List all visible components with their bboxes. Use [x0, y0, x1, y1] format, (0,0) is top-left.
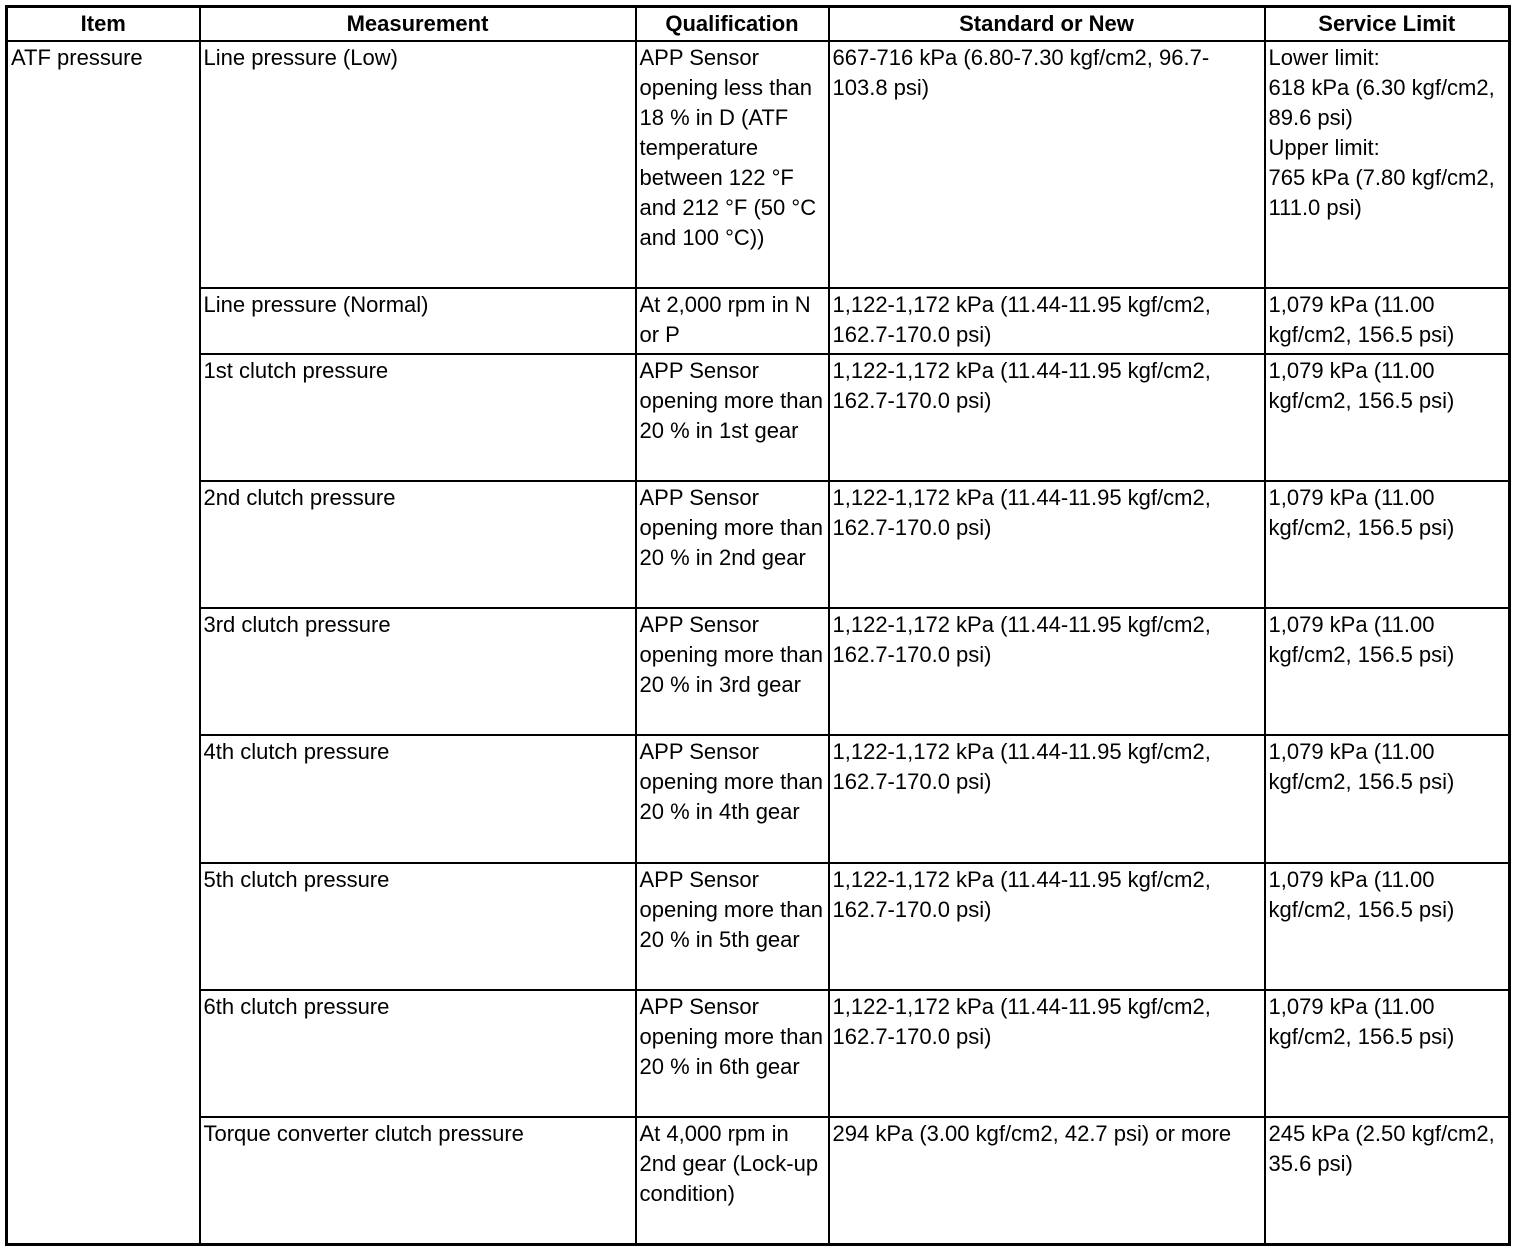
- atf-pressure-spec-table: [5, 5, 1511, 1246]
- service-limit-cell: 1,079 kPa (11.00 kgf/cm2, 156.5 psi): [1265, 735, 1510, 862]
- service-limit-cell: 1,079 kPa (11.00 kgf/cm2, 156.5 psi): [1265, 354, 1510, 481]
- measurement-cell: 1st clutch pressure: [200, 354, 636, 481]
- measurement-cell: 2nd clutch pressure: [200, 481, 636, 608]
- qualification-cell: APP Sensor opening more than 20 % in 2nd gear: [636, 481, 829, 608]
- header-service-limit: Service Limit: [1265, 7, 1510, 42]
- qualification-cell: APP Sensor opening more than 20 % in 5th gear: [636, 863, 829, 990]
- measurement-cell: 4th clutch pressure: [200, 735, 636, 862]
- measurement-cell: 5th clutch pressure: [200, 863, 636, 990]
- standard-cell: 1,122-1,172 kPa (11.44-11.95 kgf/cm2, 162.7-170.0 psi): [829, 863, 1265, 990]
- header-measurement: Measurement: [200, 7, 636, 42]
- qualification-cell: At 4,000 rpm in 2nd gear (Lock-up condition): [636, 1117, 829, 1244]
- measurement-cell: 6th clutch pressure: [200, 990, 636, 1117]
- standard-cell: 1,122-1,172 kPa (11.44-11.95 kgf/cm2, 162.7-170.0 psi): [829, 608, 1265, 735]
- service-limit-cell: 1,079 kPa (11.00 kgf/cm2, 156.5 psi): [1265, 481, 1510, 608]
- service-limit-cell: 1,079 kPa (11.00 kgf/cm2, 156.5 psi): [1265, 608, 1510, 735]
- table-row: [7, 481, 1510, 608]
- standard-cell: 667-716 kPa (6.80-7.30 kgf/cm2, 96.7-103.8 psi): [829, 41, 1265, 288]
- lower-limit-value: 618 kPa (6.30 kgf/cm2, 89.6 psi): [1268, 75, 1495, 130]
- table-row: [7, 288, 1510, 354]
- standard-cell: 1,122-1,172 kPa (11.44-11.95 kgf/cm2, 162.7-170.0 psi): [829, 481, 1265, 608]
- measurement-cell: Line pressure (Normal): [200, 288, 636, 354]
- header-item: Item: [7, 7, 200, 42]
- header-qualification: Qualification: [636, 7, 829, 42]
- measurement-cell: Line pressure (Low): [200, 41, 636, 288]
- qualification-cell: APP Sensor opening more than 20 % in 3rd gear: [636, 608, 829, 735]
- service-limit-cell: 1,079 kPa (11.00 kgf/cm2, 156.5 psi): [1265, 863, 1510, 990]
- table-row: [7, 354, 1510, 481]
- standard-cell: 294 kPa (3.00 kgf/cm2, 42.7 psi) or more: [829, 1117, 1265, 1244]
- table-row: [7, 1117, 1510, 1244]
- service-limit-cell: 1,079 kPa (11.00 kgf/cm2, 156.5 psi): [1265, 990, 1510, 1117]
- standard-cell: 1,122-1,172 kPa (11.44-11.95 kgf/cm2, 162.7-170.0 psi): [829, 990, 1265, 1117]
- standard-cell: 1,122-1,172 kPa (11.44-11.95 kgf/cm2, 162.7-170.0 psi): [829, 735, 1265, 862]
- header-standard: Standard or New: [829, 7, 1265, 42]
- standard-cell: 1,122-1,172 kPa (11.44-11.95 kgf/cm2, 162.7-170.0 psi): [829, 288, 1265, 354]
- service-limit-cell: 1,079 kPa (11.00 kgf/cm2, 156.5 psi): [1265, 288, 1510, 354]
- upper-limit-value: 765 kPa (7.80 kgf/cm2, 111.0 psi): [1268, 165, 1495, 220]
- service-limit-cell: 245 kPa (2.50 kgf/cm2, 35.6 psi): [1265, 1117, 1510, 1244]
- header-row: [7, 7, 1510, 42]
- qualification-cell: APP Sensor opening more than 20 % in 6th gear: [636, 990, 829, 1117]
- qualification-cell: APP Sensor opening less than 18 % in D (ATF temperature between 122 °F and 212 °F (50 °C and 100 °C)): [636, 41, 829, 288]
- table-row: [7, 990, 1510, 1117]
- measurement-cell: Torque converter clutch pressure: [200, 1117, 636, 1244]
- item-cell: ATF pressure: [7, 41, 200, 1245]
- measurement-cell: 3rd clutch pressure: [200, 608, 636, 735]
- qualification-cell: At 2,000 rpm in N or P: [636, 288, 829, 354]
- qualification-cell: APP Sensor opening more than 20 % in 4th gear: [636, 735, 829, 862]
- upper-limit-label: Upper limit:: [1268, 135, 1380, 160]
- table-row: [7, 608, 1510, 735]
- table-row: [7, 863, 1510, 990]
- standard-cell: 1,122-1,172 kPa (11.44-11.95 kgf/cm2, 162.7-170.0 psi): [829, 354, 1265, 481]
- table-row: [7, 735, 1510, 862]
- lower-limit-label: Lower limit:: [1268, 45, 1380, 70]
- table-row: [7, 41, 1510, 288]
- service-limit-cell: [1265, 41, 1510, 288]
- qualification-cell: APP Sensor opening more than 20 % in 1st gear: [636, 354, 829, 481]
